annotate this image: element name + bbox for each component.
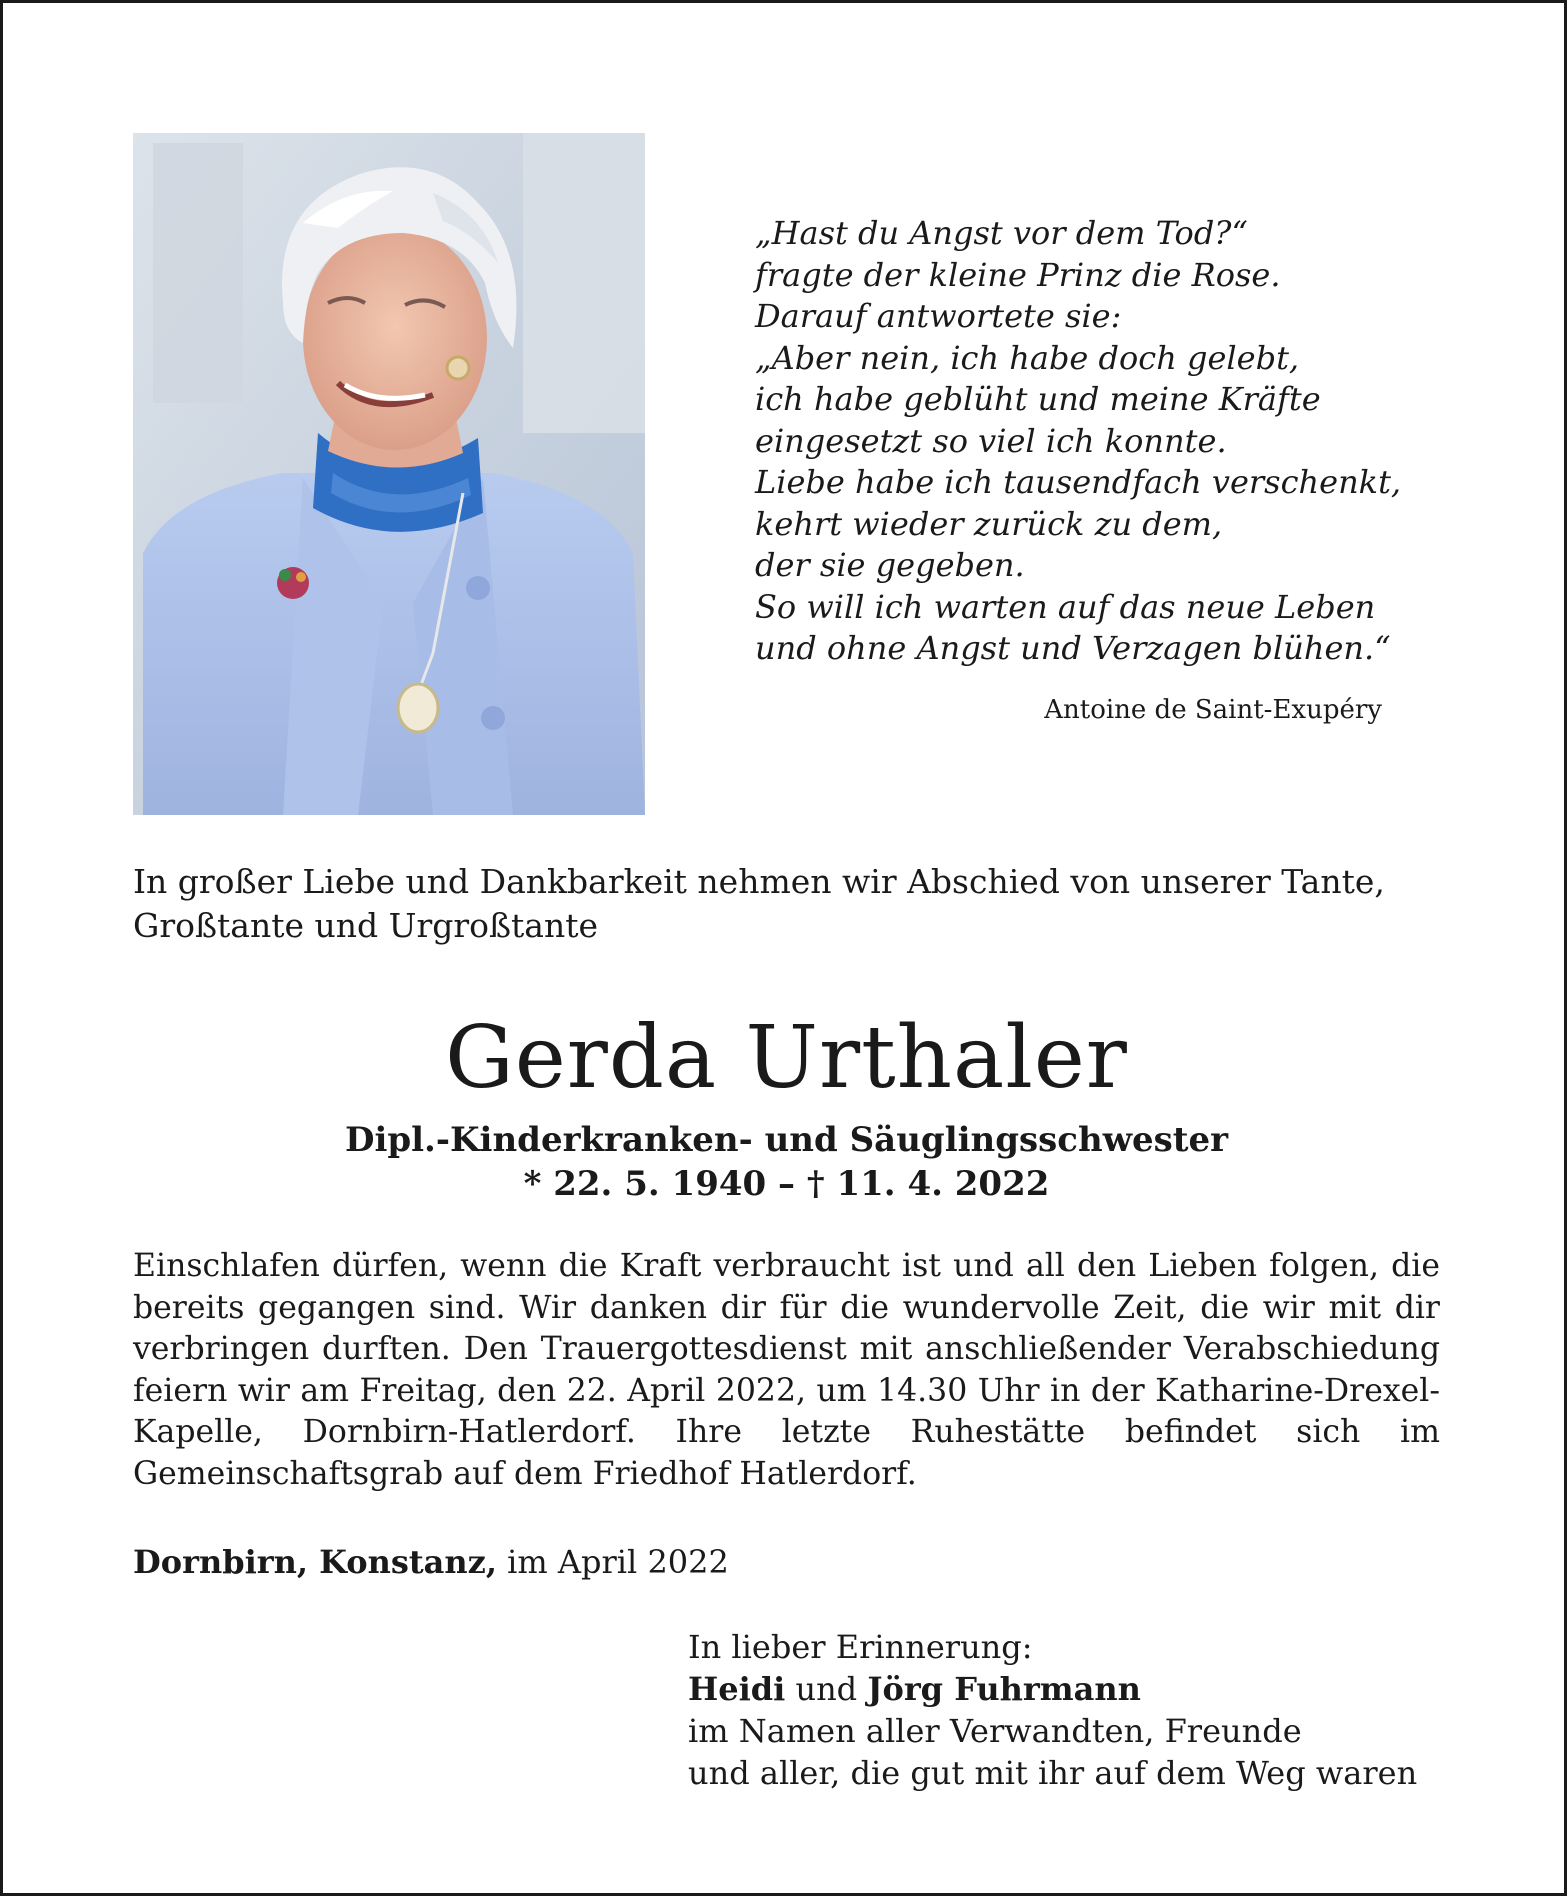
life-dates: * 22. 5. 1940 – † 11. 4. 2022 [523,1164,1050,1204]
deceased-title: Dipl.-Kinderkranken- und Säuglingsschwester [344,1120,1229,1160]
quote-line: und ohne Angst und Verzagen blühen.“ [755,629,1391,667]
quote-line: kehrt wieder zurück zu dem, [755,504,1223,543]
signature-name-first: Heidi [688,1670,786,1708]
quote-line: Darauf antwortete sie: [755,297,1122,335]
quote-line: eingesetzt so viel ich konnte. [755,421,1227,460]
quote-poem [755,213,1401,670]
quote-line: ich habe geblüht und meine Kräfte [755,380,1321,418]
places: Dornbirn, Konstanz, [133,1543,497,1581]
signature-line: im Namen aller Verwandten, Freunde [688,1712,1302,1750]
place-date-line [133,1541,729,1583]
quote-author: Antoine de Saint-Exupéry [1044,695,1382,725]
quote-line: Liebe habe ich tausendfach verschenkt, [755,463,1402,501]
signature-names [688,1668,1448,1710]
signature-name-second: Jörg Fuhrmann [867,1670,1141,1708]
quote-line: der sie gegeben. [755,546,1025,584]
signature-line: und aller, die gut mit ihr auf dem Weg waren [688,1754,1418,1792]
quote-line: „Hast du Angst vor dem Tod?“ [755,214,1248,252]
signature-heading: In lieber Erinnerung: [688,1628,1033,1666]
intro-text: In großer Liebe und Dankbarkeit nehmen wir Abschied von unserer Tante, Großtante und Urgroßtante [133,862,1385,945]
deceased-name: Gerda Urthaler [445,1008,1128,1108]
quote-line: fragte der kleine Prinz die Rose. [755,255,1281,294]
signature-connector: und [795,1670,858,1708]
announcement-date: im April 2022 [507,1543,729,1581]
announcement-body: Einschlafen dürfen, wenn die Kraft verbraucht ist und all den Lieben folgen, die bereits gegangen sind. Wir danken dir für die wundervolle Zeit, die wir mit dir verbringen durften. Den Trauergottesdienst mit anschließender Verabschiedung feiern wir am Freitag, den 22. April 2022, um 14.30 Uhr in der Katharine-Drexel-Kapelle, Dornbirn-Hatlerdorf. Ihre letzte Ruhestätte befindet sich im Gemeinschaftsgrab auf dem Friedhof Hatlerdorf. [133,1248,1440,1492]
quote-line: „Aber nein, ich habe doch gelebt, [755,338,1300,377]
signature-block [688,1626,1448,1794]
quote-line: So will ich warten auf das neue Leben [755,587,1376,626]
